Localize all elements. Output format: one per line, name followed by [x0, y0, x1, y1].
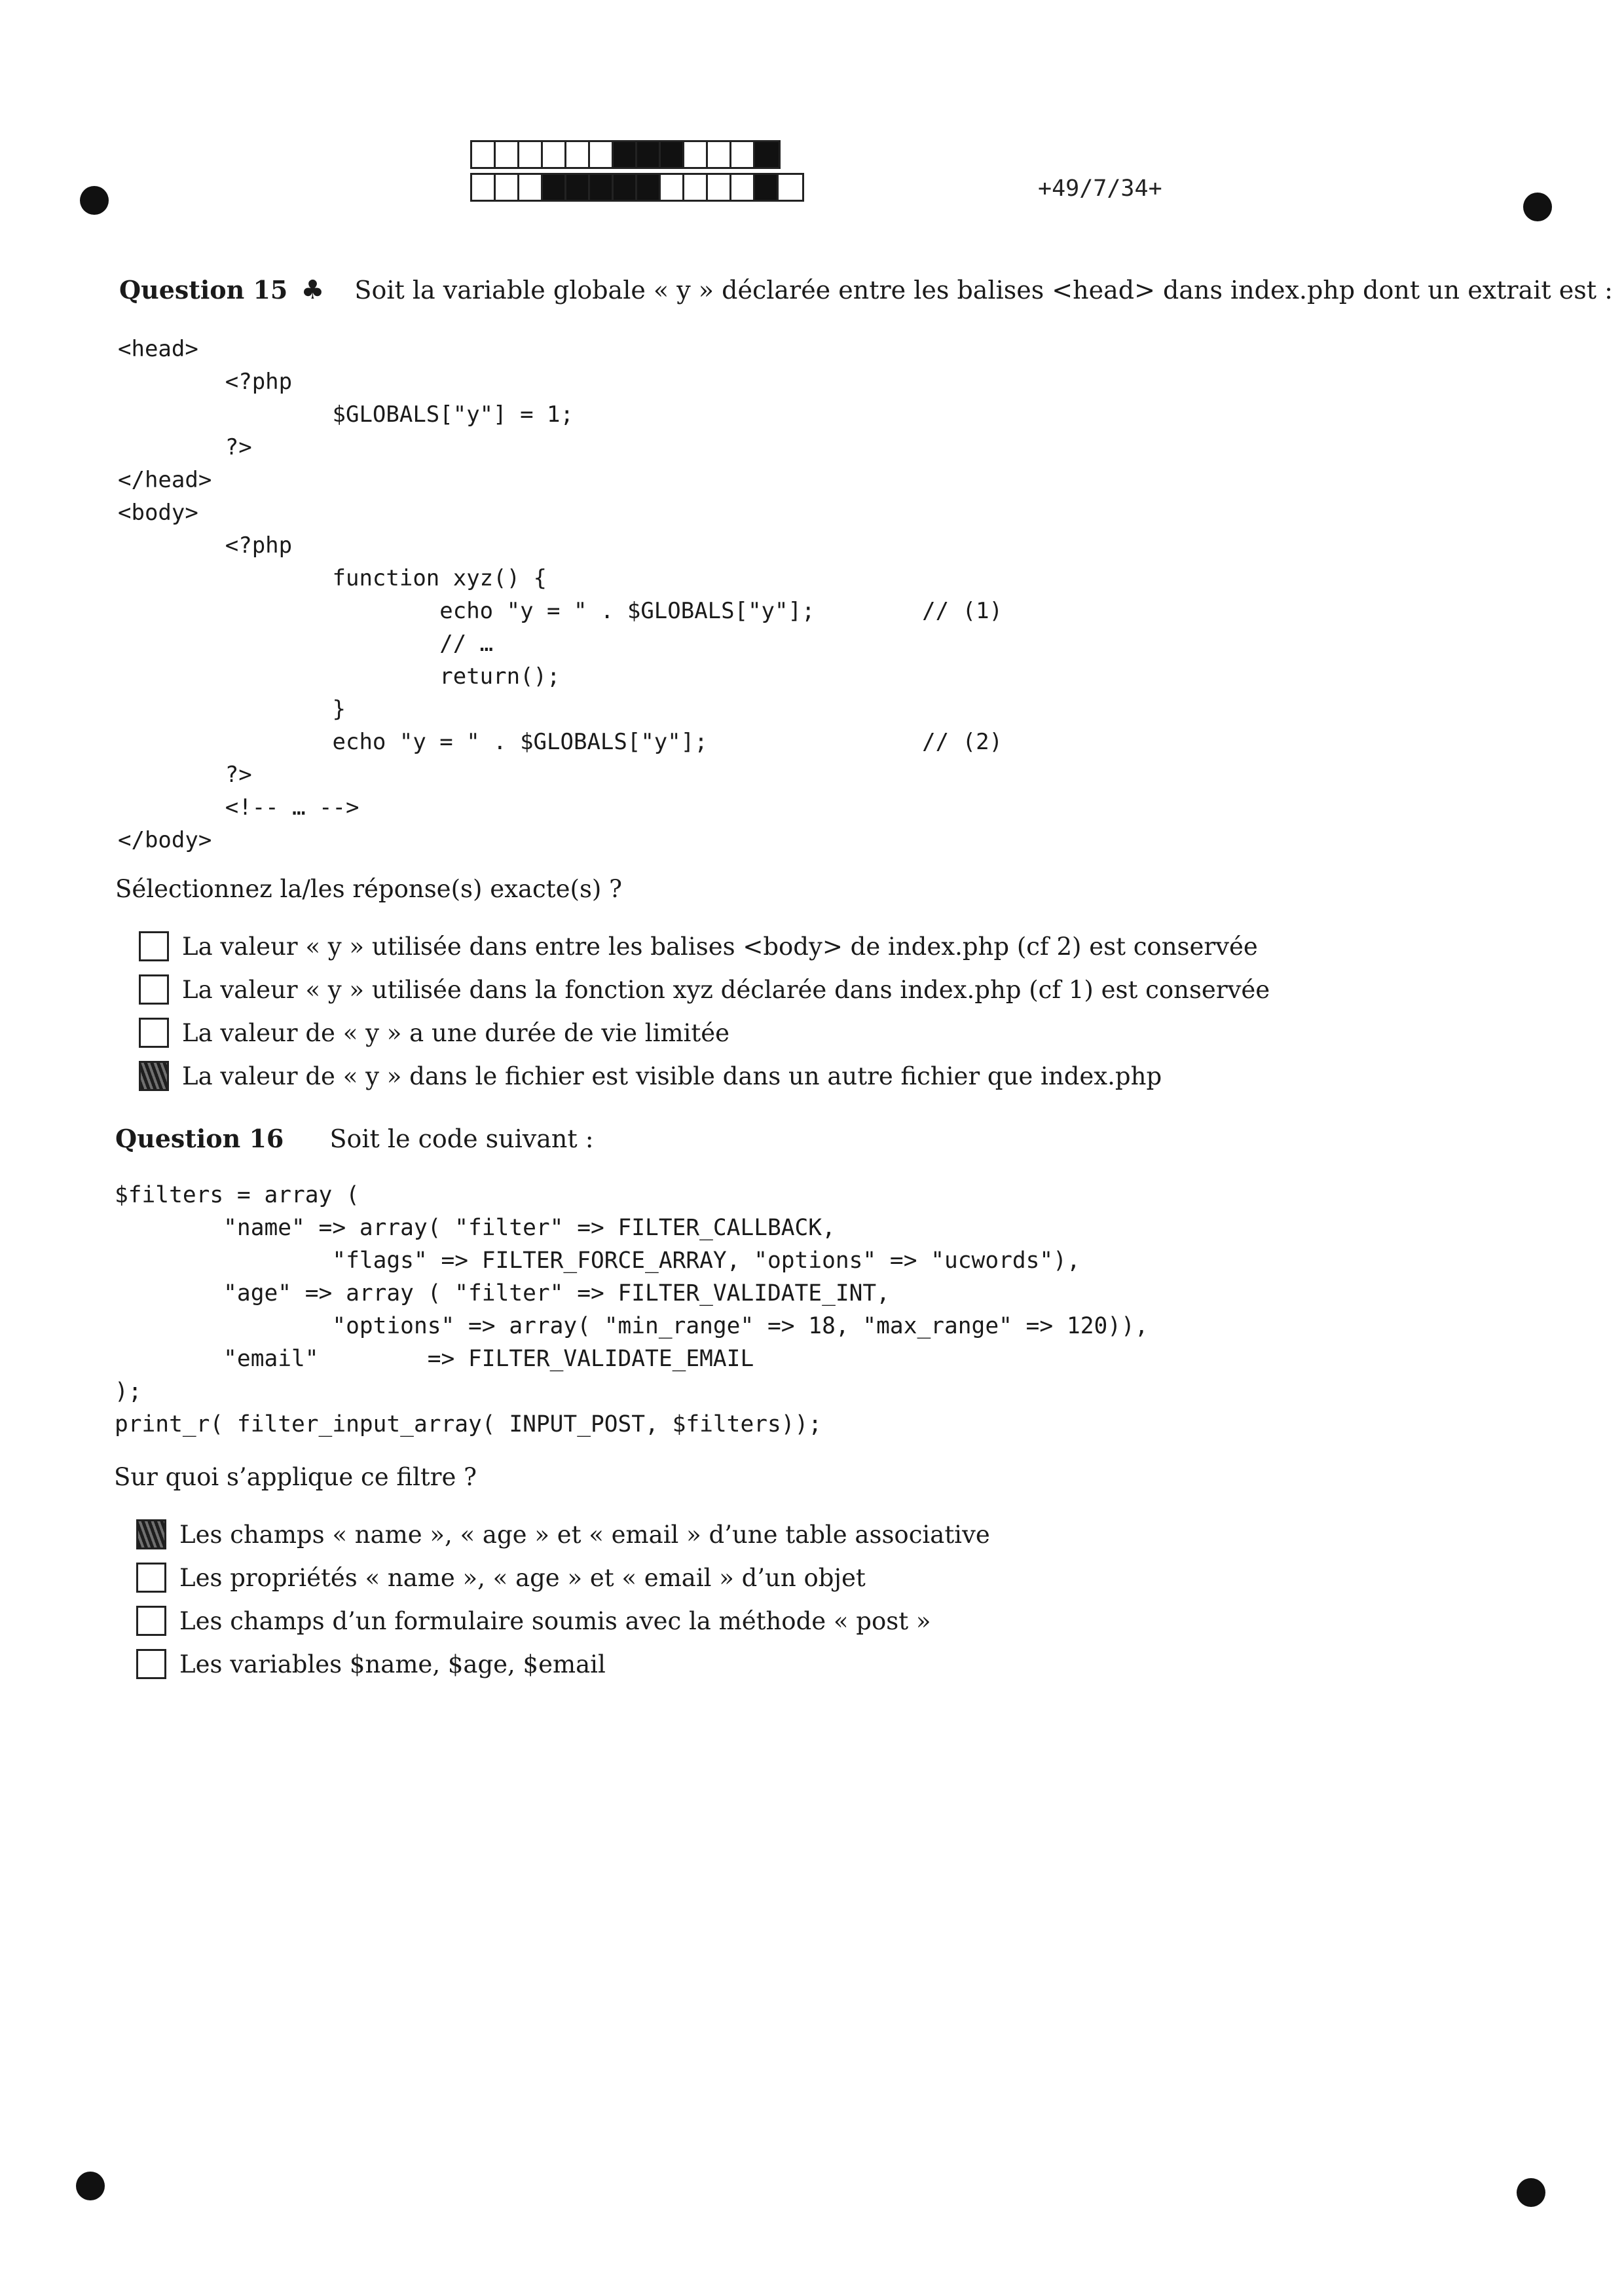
answer-option[interactable] [139, 925, 1270, 968]
code-line: echo "y = " . $GLOBALS["y"]; // (1) [118, 598, 1003, 624]
barcode-row-1 [470, 140, 781, 169]
answer-checkbox[interactable] [139, 974, 169, 1005]
barcode-cell [661, 142, 684, 167]
code-line: <!-- … --> [118, 794, 360, 821]
barcode-row-2 [470, 173, 804, 202]
answer-checkbox[interactable] [136, 1649, 166, 1679]
barcode-cell [637, 142, 661, 167]
code-line: <head> [118, 336, 198, 362]
barcode-cell [472, 175, 496, 200]
code-line: "age" => array ( "filter" => FILTER_VALIDATE_INT, [115, 1280, 890, 1306]
barcode-cell [684, 175, 708, 200]
barcode-cell [543, 142, 566, 167]
answer-checkbox[interactable] [136, 1606, 166, 1636]
answer-label: La valeur « y » utilisée dans la fonction xyz déclarée dans index.php (cf 1) est conservée [182, 975, 1270, 1004]
code-line: } [118, 696, 346, 722]
code-line: "flags" => FILTER_FORCE_ARRAY, "options" => "ucwords"), [115, 1248, 1080, 1274]
code-line: <body> [118, 500, 198, 526]
barcode-cell [519, 142, 543, 167]
code-line: function xyz() { [118, 565, 547, 591]
corner-mark-bottom-right [1517, 2178, 1545, 2207]
corner-mark-top-left [80, 186, 109, 215]
question-15-prompt: Sélectionnez la/les réponse(s) exacte(s) ? [115, 875, 622, 903]
barcode-cell [519, 175, 543, 200]
answer-option[interactable] [139, 1011, 1270, 1054]
barcode-cell [755, 175, 779, 200]
answer-option[interactable] [136, 1556, 990, 1599]
code-line: return(); [118, 663, 561, 690]
answer-checkbox[interactable] [136, 1519, 166, 1549]
page-id: +49/7/34+ [1038, 176, 1162, 202]
barcode-cell [684, 142, 708, 167]
question-16-prompt: Sur quoi s’applique ce filtre ? [114, 1463, 477, 1491]
barcode-cell [614, 142, 637, 167]
code-line: "email" => FILTER_VALIDATE_EMAIL [115, 1346, 754, 1372]
question-number: Question 16 [115, 1124, 284, 1153]
answer-label: Les propriétés « name », « age » et « email » d’un objet [179, 1563, 866, 1592]
corner-mark-bottom-left [76, 2172, 105, 2200]
code-line: ?> [118, 762, 252, 788]
answer-label: La valeur de « y » a une durée de vie limitée [182, 1018, 730, 1047]
barcode-cell [566, 142, 590, 167]
barcode-cell [496, 175, 519, 200]
question-text: Soit la variable globale « y » déclarée entre les balises <head> dans index.php dont un extrait est : [354, 276, 1613, 305]
barcode-cell [590, 175, 614, 200]
code-line: $filters = array ( [115, 1182, 360, 1208]
question-15-heading [119, 275, 1613, 305]
corner-mark-top-right [1523, 193, 1552, 221]
code-line: <?php [118, 532, 293, 559]
barcode-cell [661, 175, 684, 200]
answer-checkbox[interactable] [139, 1018, 169, 1048]
question-text: Soit le code suivant : [329, 1124, 594, 1153]
barcode-cell [731, 142, 755, 167]
club-icon: ♣ [301, 275, 325, 305]
barcode-cell [708, 142, 731, 167]
answer-checkbox[interactable] [139, 1061, 169, 1091]
code-line: "options" => array( "min_range" => 18, "max_range" => 120)), [115, 1313, 1149, 1339]
code-line: $GLOBALS["y"] = 1; [118, 401, 574, 428]
barcode-cell [755, 142, 779, 167]
code-line: </body> [118, 827, 212, 853]
answer-option[interactable] [139, 1054, 1270, 1098]
code-line: // … [118, 631, 494, 657]
question-number: Question 15 [119, 275, 288, 305]
barcode-cell [731, 175, 755, 200]
answer-option[interactable] [136, 1599, 990, 1642]
code-block-q15 [118, 333, 1003, 857]
barcode-cell [779, 175, 802, 200]
question-16-heading [115, 1124, 594, 1153]
barcode-cell [637, 175, 661, 200]
barcode-cell [590, 142, 614, 167]
answer-label: La valeur de « y » dans le fichier est visible dans un autre fichier que index.php [182, 1062, 1162, 1090]
code-line: ?> [118, 434, 252, 460]
answer-option[interactable] [139, 968, 1270, 1011]
answer-list-q16 [136, 1513, 990, 1686]
answer-label: Les champs « name », « age » et « email » d’une table associative [179, 1520, 990, 1549]
code-line: </head> [118, 467, 212, 493]
answer-list-q15 [139, 925, 1270, 1098]
answer-label: Les champs d’un formulaire soumis avec la méthode « post » [179, 1606, 931, 1635]
barcode-cell [566, 175, 590, 200]
answer-option[interactable] [136, 1642, 990, 1686]
answer-label: La valeur « y » utilisée dans entre les balises <body> de index.php (cf 2) est conservée [182, 932, 1258, 961]
code-line: print_r( filter_input_array( INPUT_POST, $filters)); [115, 1411, 822, 1437]
code-line: ); [115, 1379, 142, 1405]
code-line: echo "y = " . $GLOBALS["y"]; // (2) [118, 729, 1003, 755]
code-line: "name" => array( "filter" => FILTER_CALLBACK, [115, 1215, 836, 1241]
barcode-cell [708, 175, 731, 200]
answer-label: Les variables $name, $age, $email [179, 1650, 606, 1678]
answer-checkbox[interactable] [136, 1563, 166, 1593]
barcode-cell [496, 142, 519, 167]
answer-checkbox[interactable] [139, 931, 169, 961]
barcode-cell [472, 142, 496, 167]
code-block-q16 [115, 1179, 1149, 1441]
code-line: <?php [118, 369, 293, 395]
barcode-cell [543, 175, 566, 200]
barcode-cell [614, 175, 637, 200]
answer-option[interactable] [136, 1513, 990, 1556]
